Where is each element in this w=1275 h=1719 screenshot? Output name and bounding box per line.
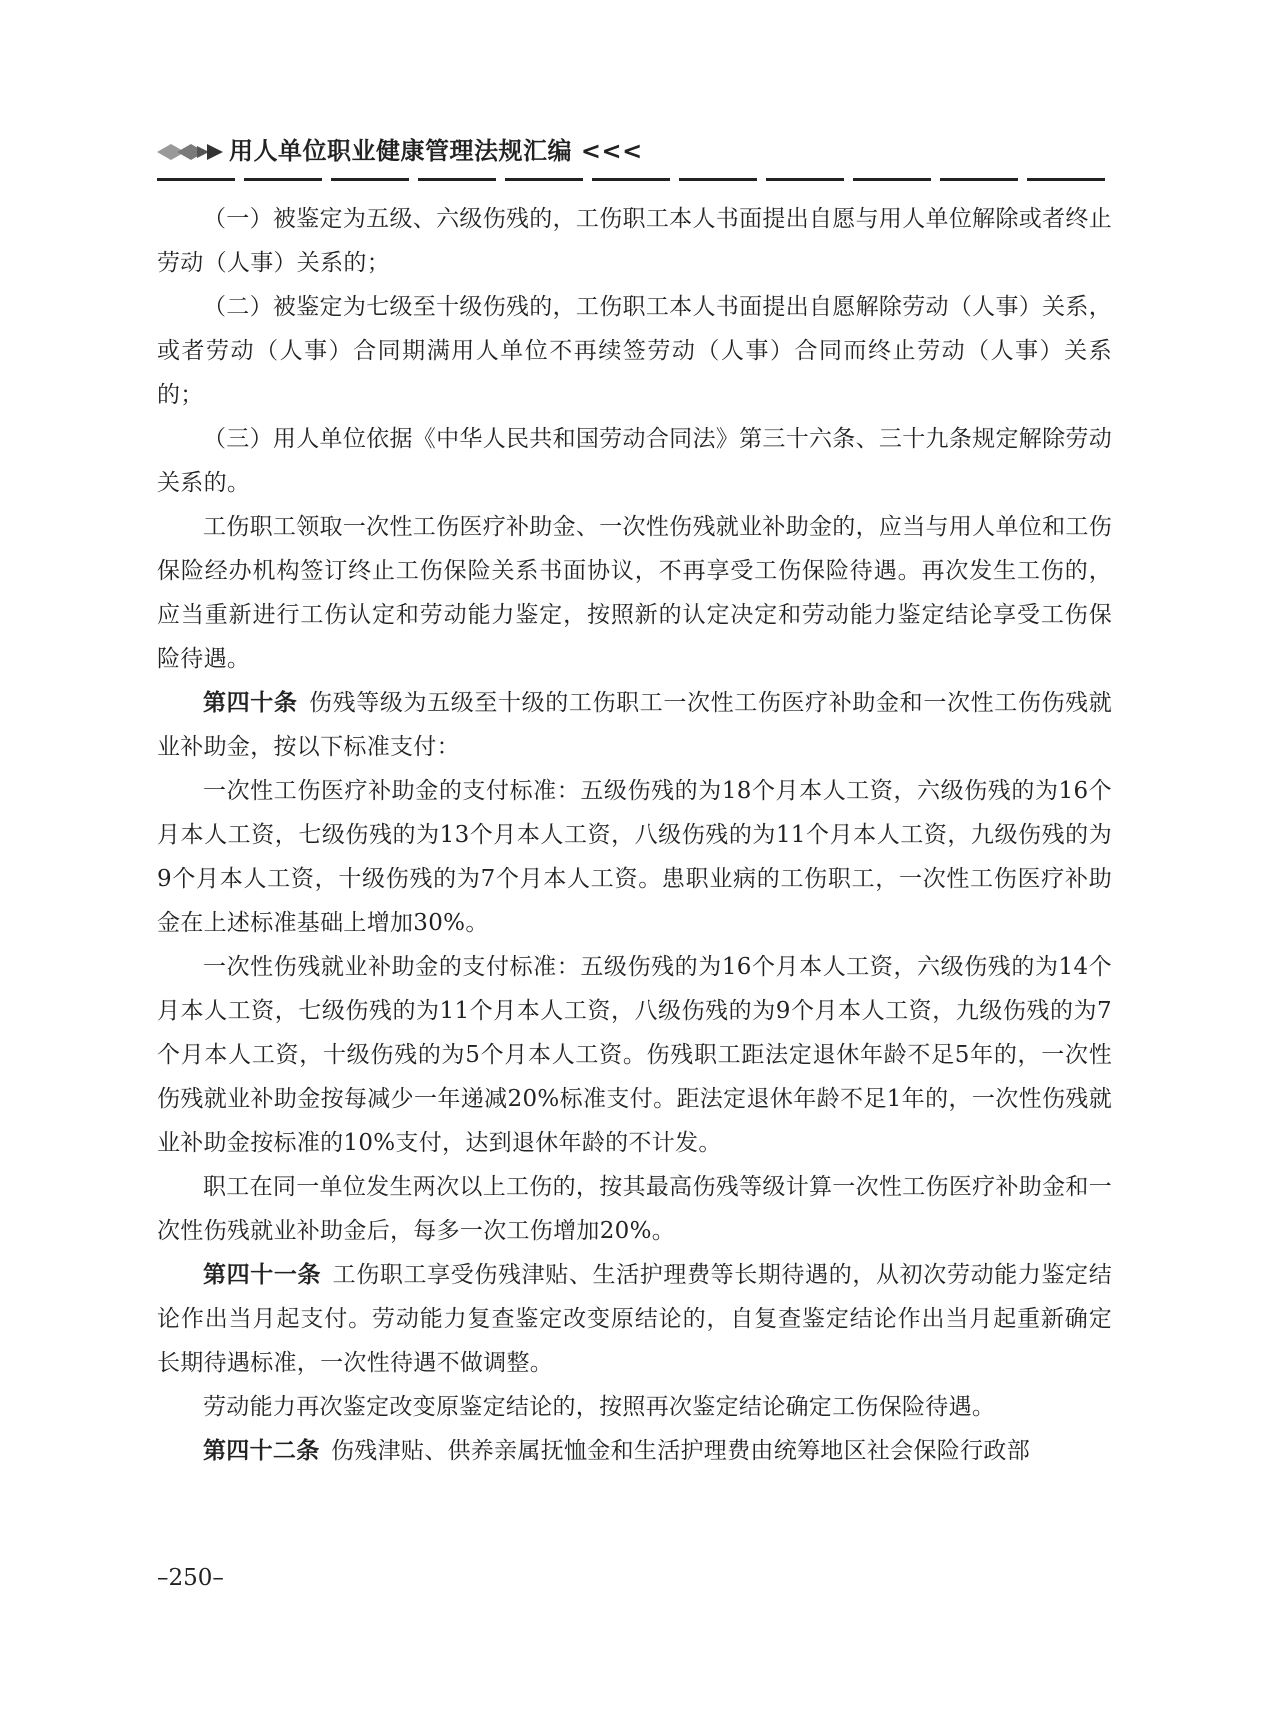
- paragraph-text: （二）被鉴定为七级至十级伤残的，工伤职工本人书面提出自愿解除劳动（人事）关系，或者劳动（人事）合同期满用人单位不再续签劳动（人事）合同而终止劳动（人事）关系的；: [157, 294, 1112, 408]
- paragraph-text: （三）用人单位依据《中华人民共和国劳动合同法》第三十六条、三十九条规定解除劳动关系的。: [157, 426, 1112, 496]
- article-label: 第四十二条: [203, 1438, 320, 1464]
- header-divider: [157, 178, 1112, 181]
- body-text: [157, 197, 1112, 1473]
- page-header: [157, 134, 1112, 184]
- paragraph: [157, 417, 1112, 505]
- book-title-suffix: <<<: [580, 137, 643, 165]
- paragraph-text: 劳动能力再次鉴定改变原鉴定结论的，按照再次鉴定结论确定工伤保险待遇。: [203, 1394, 996, 1420]
- paragraph-text: 工伤职工领取一次性工伤医疗补助金、一次性伤残就业补助金的，应当与用人单位和工伤保险经办机构签订终止工伤保险关系书面协议，不再享受工伤保险待遇。再次发生工伤的，应当重新进行工伤认定和劳动能力鉴定，按照新的认定决定和劳动能力鉴定结论享受工伤保险待遇。: [157, 514, 1112, 672]
- book-title-text: 用人单位职业健康管理法规汇编: [229, 137, 572, 165]
- paragraph: [157, 285, 1112, 417]
- paragraph-text: 一次性工伤医疗补助金的支付标准：五级伤残的为18个月本人工资，六级伤残的为16个月本人工资，七级伤残的为13个月本人工资，八级伤残的为11个月本人工资，九级伤残的为9个月本人工资，十级伤残的为7个月本人工资。患职业病的工伤职工，一次性工伤医疗补助金在上述标准基础上增加30%。: [157, 778, 1112, 936]
- paragraph-text: 工伤职工享受伤残津贴、生活护理费等长期待遇的，从初次劳动能力鉴定结论作出当月起支付。劳动能力复查鉴定改变原结论的，自复查鉴定结论作出当月起重新确定长期待遇标准，一次性待遇不做调整。: [157, 1262, 1112, 1376]
- paragraph-text: 职工在同一单位发生两次以上工伤的，按其最高伤残等级计算一次性工伤医疗补助金和一次性伤残就业补助金后，每多一次工伤增加20%。: [157, 1174, 1112, 1244]
- paragraph: [157, 1385, 1112, 1429]
- paragraph-text: （一）被鉴定为五级、六级伤残的，工伤职工本人书面提出自愿与用人单位解除或者终止劳动（人事）关系的；: [157, 206, 1112, 276]
- article-42-paragraph: [157, 1429, 1112, 1473]
- paragraph: [157, 769, 1112, 945]
- article-41-paragraph: [157, 1253, 1112, 1385]
- paragraph-text: 一次性伤残就业补助金的支付标准：五级伤残的为16个月本人工资，六级伤残的为14个月本人工资，七级伤残的为11个月本人工资，八级伤残的为9个月本人工资，九级伤残的为7个月本人工资，十级伤残的为5个月本人工资。伤残职工距法定退休年龄不足5年的，一次性伤残就业补助金按每减少一年递减20%标准支付。距法定退休年龄不足1年的，一次性伤残就业补助金按标准的10%支付，达到退休年龄的不计发。: [157, 954, 1112, 1156]
- double-arrow-icon: [157, 142, 223, 162]
- paragraph: [157, 945, 1112, 1165]
- book-title: [229, 134, 643, 168]
- page-number: –250–: [157, 1565, 224, 1591]
- paragraph: [157, 197, 1112, 285]
- paragraph-text: 伤残津贴、供养亲属抚恤金和生活护理费由统筹地区社会保险行政部: [331, 1438, 1030, 1464]
- article-label: 第四十一条: [203, 1262, 322, 1288]
- article-label: 第四十条: [203, 690, 298, 716]
- paragraph: [157, 505, 1112, 681]
- article-40-paragraph: [157, 681, 1112, 769]
- paragraph: [157, 1165, 1112, 1253]
- paragraph-text: 伤残等级为五级至十级的工伤职工一次性工伤医疗补助金和一次性工伤伤残就业补助金，按以下标准支付：: [157, 690, 1113, 760]
